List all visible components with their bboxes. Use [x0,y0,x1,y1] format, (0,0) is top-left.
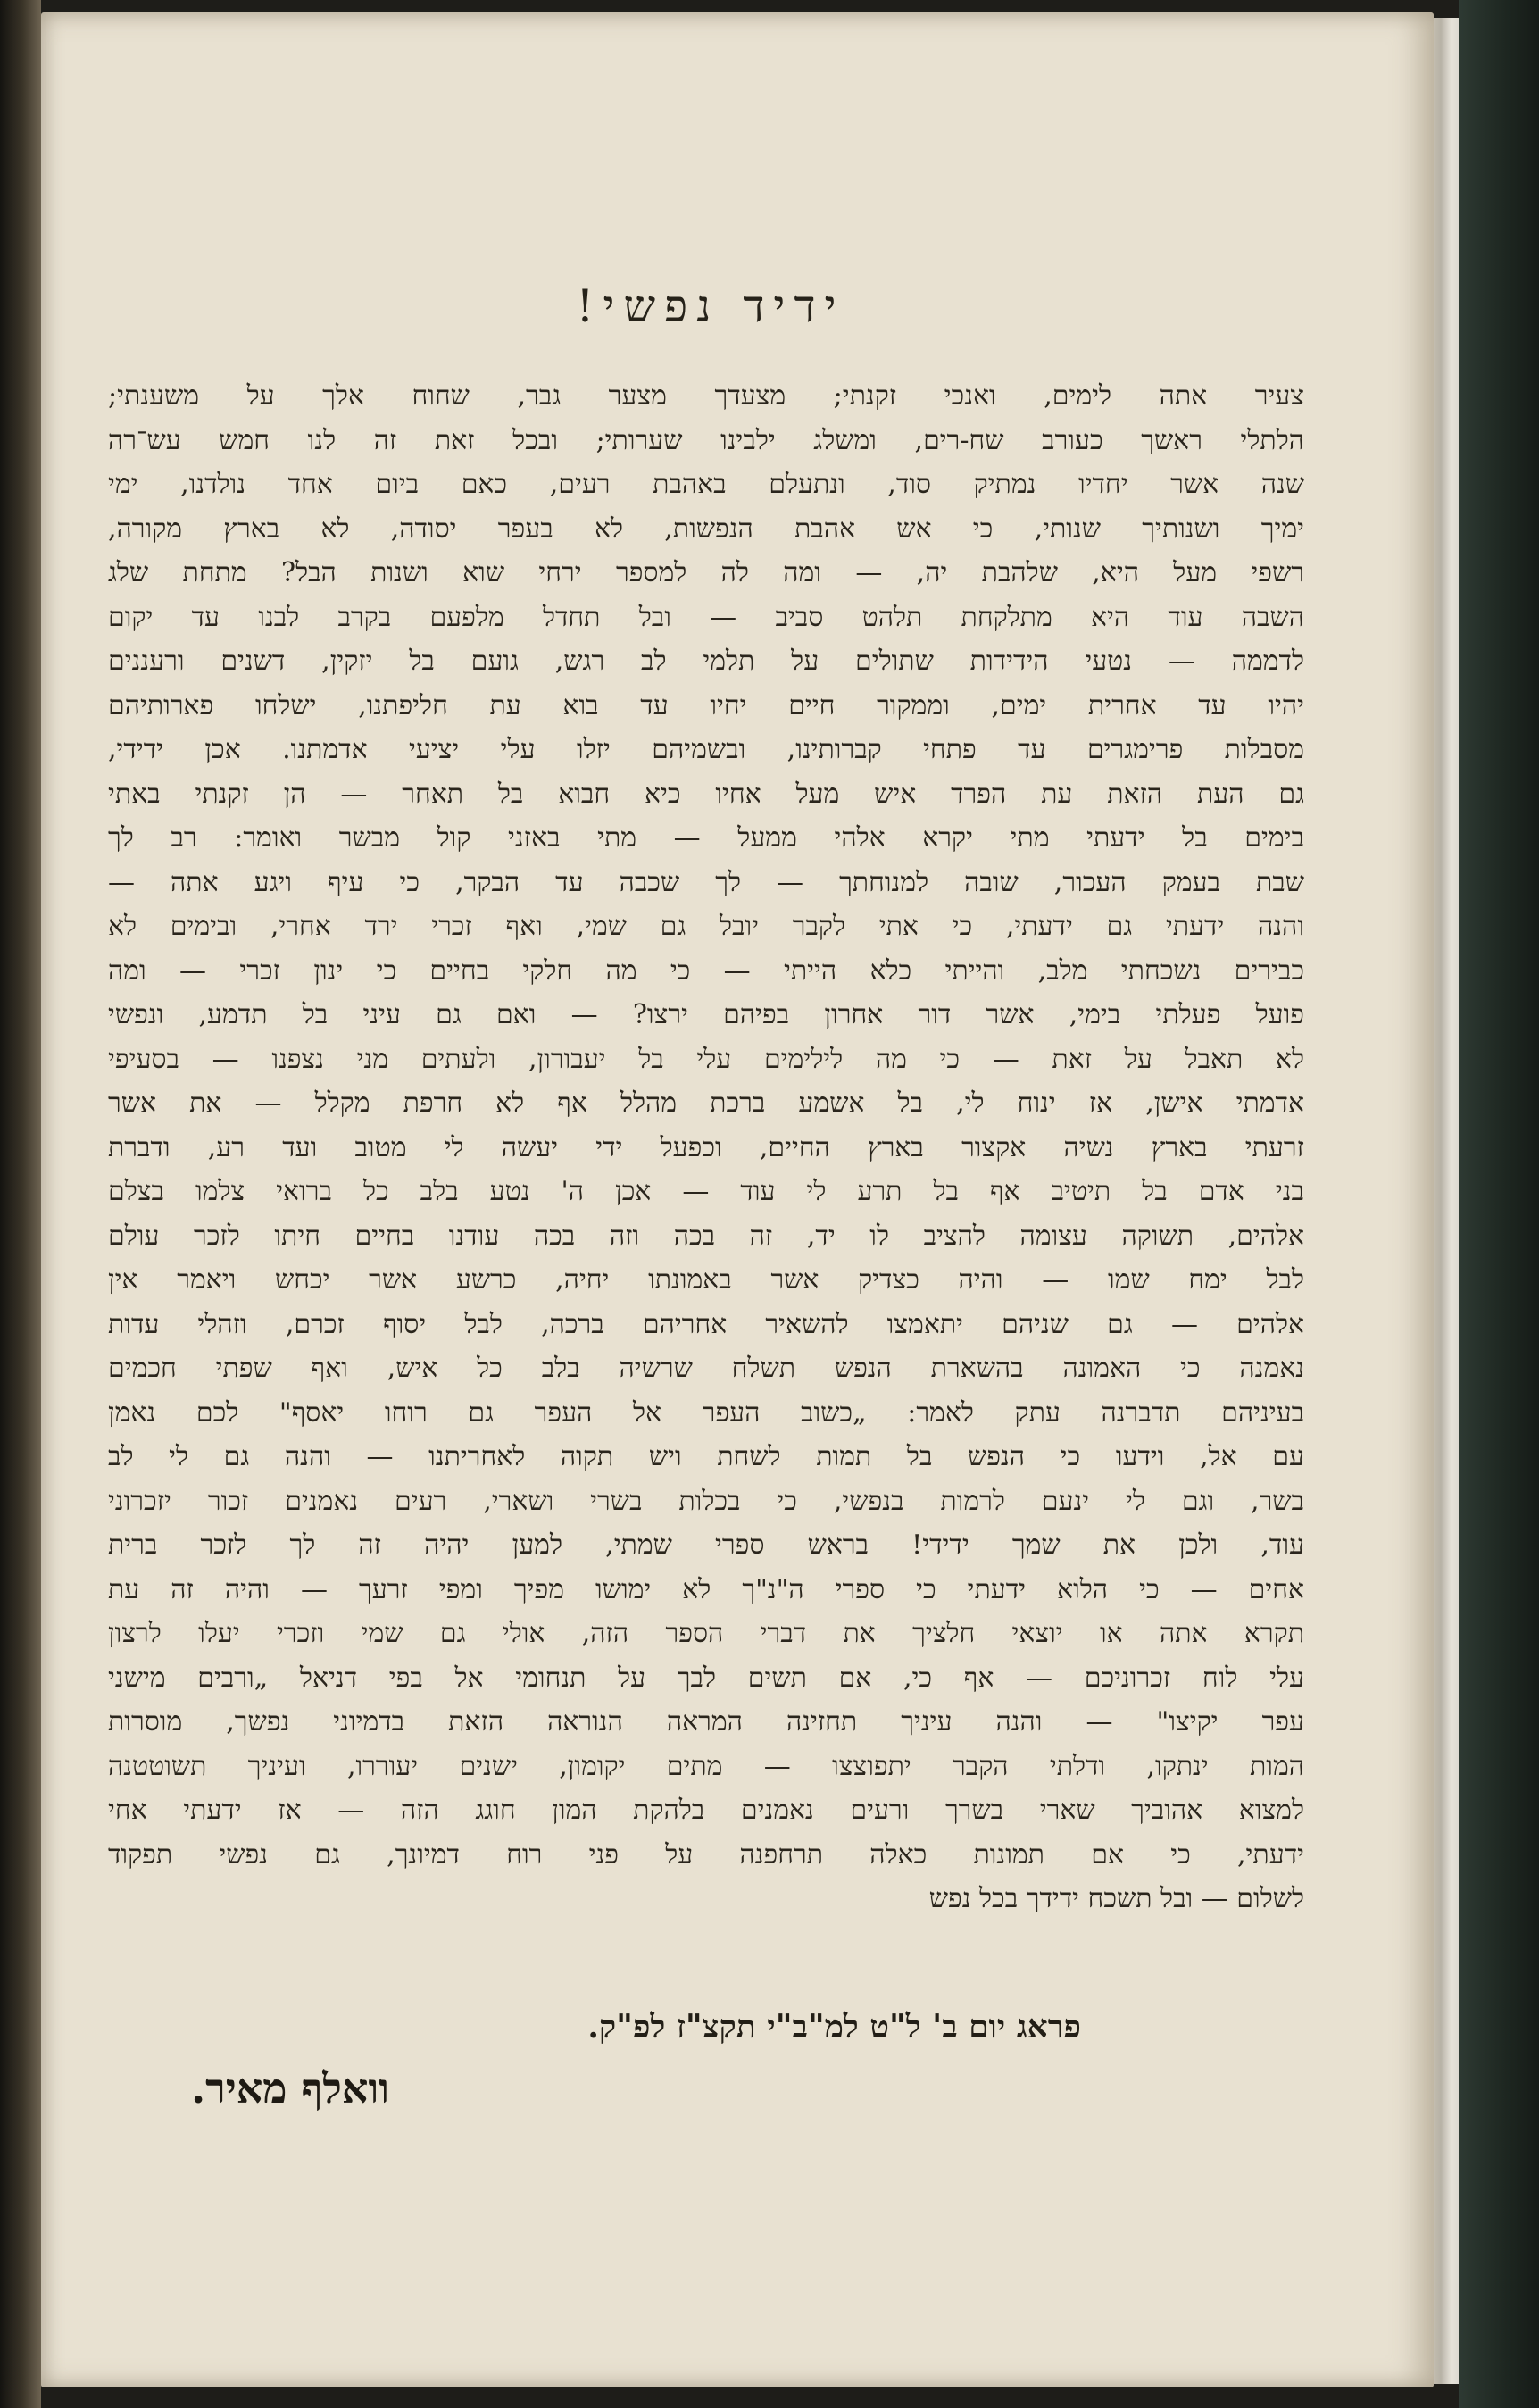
text-line: לדממה — נטעי הידידות שתולים על תלמי לב רגש, גועם בל יזקין, דשנים ורעננים [108,646,1304,677]
text-line: מסבלות פרימגרים עד פתחי קברותינו, ובשמיהם יזלו עלי יציעי אדמתנו. אכן ידידי, [108,734,1304,765]
text-line: שבת בעמק העכור, שובה למנוחתך — לך שכבה עד הבקר, כי עיף ויגע אתה — [108,866,1304,898]
text-line: אחים — כי הלוא ידעתי כי ספרי ה"נ"ך לא ימושו מפיך ומפי זרעך — והיה זה עת [108,1573,1304,1605]
text-line: ימיך ושנותיך שנותי, כי אש אהבת הנפשות, לא בעפר יסודה, לא בארץ מקורה, [108,512,1304,545]
text-line: יהיו עד אחרית ימים, וממקור חיים יחיו עד בוא עת חליפתנו, ישלחו פארותיהם [108,689,1304,721]
text-line: הלתלי ראשך כעורב שח-רים, ומשלג ילבינו שערותי; ובכל זאת זה לנו חמש עש־רה [108,424,1304,456]
text-line: אלהים, תשוקה עצומה להציב לו יד, זה בכה וזה בכה עודנו בחיים חיתו לזכר עולם [108,1220,1304,1252]
text-line: אדמתי אישן, אז ינוח לי, בל אשמע ברכת מהלל אף לא חרפת מקלל — את אשר [108,1087,1304,1119]
text-line: והנה ידעתי גם ידעתי, כי אתי לקבר יובל גם שמי, ואף זכרי ירד אחרי, ובימים לא [108,911,1304,942]
text-line: השבה עוד היא מתלקחת תלהט סביב — ובל תחדל מלפעם בקרב לבנו עד יקום [108,601,1304,633]
dedication-heading: ידיד נפשי! [576,280,845,332]
text-line: רשפי מעל היא, שלהבת יה, — ומה לה למספר ירחי שוא ושנות הבל? מתחת שלג [108,557,1304,588]
text-line: המות ינתקו, ודלתי הקבר יתפוצצו — מתים יקומון, ישנים יעוררו, ועיניך תשוטטנה [108,1750,1304,1782]
text-line: בימים בל ידעתי מתי יקרא אלהי ממעל — מתי באזני קול מבשר ואומר: רב לך [108,822,1304,854]
text-line: עוד, ולכן את שמך ידידי! בראש ספרי שמתי, למען יהיה זה לך לזכר ברית [108,1529,1304,1561]
text-line: עלי לוח זכרוניכם — אף כי, אם תשים לבך על תנחומי אל בפי דניאל „ורבים מישני [108,1662,1304,1694]
text-line: צעיר אתה לימים, ואנכי זקנתי; מצעדך מצער גבר, שחוח אלך על משענתי; [108,380,1304,412]
text-line: כבירים נשכחתי מלב, והייתי כלא הייתי — כי מה חלקי בחיים כי ינון זכרי — ומה [108,954,1304,987]
text-line: לבל ימח שמו — והיה כצדיק אשר באמונתו יחיה, כרשע אשר יכחש ויאמר אין [108,1264,1304,1296]
dedication-body [108,374,1304,1921]
place-date-line: פראג יום ב' ל"ט למ"ב"י תקצ"ז לפ"ק. [587,2008,1081,2046]
text-line: למצוא אהוביך שארי בשרך ורעים נאמנים בלהקת המון חוגג הזה — אז ידעתי אחי [108,1795,1304,1826]
text-line: פועל פעלתי בימי, אשר דור אחרון בפיהם ירצו? — ואם גם עיני בל תדמע, ונפשי [108,999,1304,1030]
text-line: גם העת הזאת עת הפרד איש מעל אחיו כיא חבוא בל תאחר — הן זקנתי באתי [108,778,1304,810]
text-line: זרעתי בארץ נשיה אקצור בארץ החיים, וכפעל ידי יעשה לי מטוב ועד רע, ודברת [108,1131,1304,1163]
text-line: לא תאבל על זאת — כי מה לילימים עלי בל יעבורון, ולעתים מני נצפנו — בסעיפי [108,1043,1304,1075]
text-line: נאמנה כי האמונה בהשארת הנפש תשלח שרשיה בלב כל איש, ואף שפתי חכמים [108,1353,1304,1384]
text-line: עפר יקיצו" — והנה עיניך תחזינה המראה הנוראה הזאת בדמיוני נפשך, מוסרות [108,1706,1304,1737]
author-signature: וואלף מאיר. [191,2064,389,2112]
text-line: בני אדם בל תיטיב אף בל תרע לי עוד — אכן ה' נטע בלב כל ברואי צלמו בצלם [108,1176,1304,1207]
book-page [41,12,1434,2387]
book-left-edge [0,0,41,2408]
text-line: תקרא אתה או יוצאי חלציך את דברי הספר הזה, אולי גם שמי וזכרי יעלו לרצון [108,1618,1304,1649]
book-cover-board [1459,0,1539,2408]
text-line: ידעתי, כי אם תמונות כאלה תרחפנה על פני רוח דמיונך, גם נפשי תפקוד [108,1838,1304,1871]
text-line: בשר, וגם לי ינעם לרמות בנפשי, כי בכלות בשרי ושארי, רעים נאמנים זכור יזכרוני [108,1485,1304,1517]
text-line: לשלום — ובל תשכח ידידך בכל נפש [928,1883,1304,1914]
text-line: אלהים — גם שניהם יתאמצו להשאיר אחריהם ברכה, לבל יסוף זכרם, וזהלי עדות [108,1308,1304,1340]
text-line: עם אל, וידעו כי הנפש בל תמות לשחת ויש תקוה לאחריתנו — והנה גם לי לב [108,1441,1304,1472]
text-line: בעיניהם תדברנה עתק לאמר: „כשוב העפר אל העפר גם רוחו יאסף" לכם נאמן [108,1396,1304,1429]
text-line: שנה אשר יחדיו נמתיק סוד, ונתעלם באהבת רעים, כאם ביום אחד נולדנו, ימי [108,469,1304,500]
